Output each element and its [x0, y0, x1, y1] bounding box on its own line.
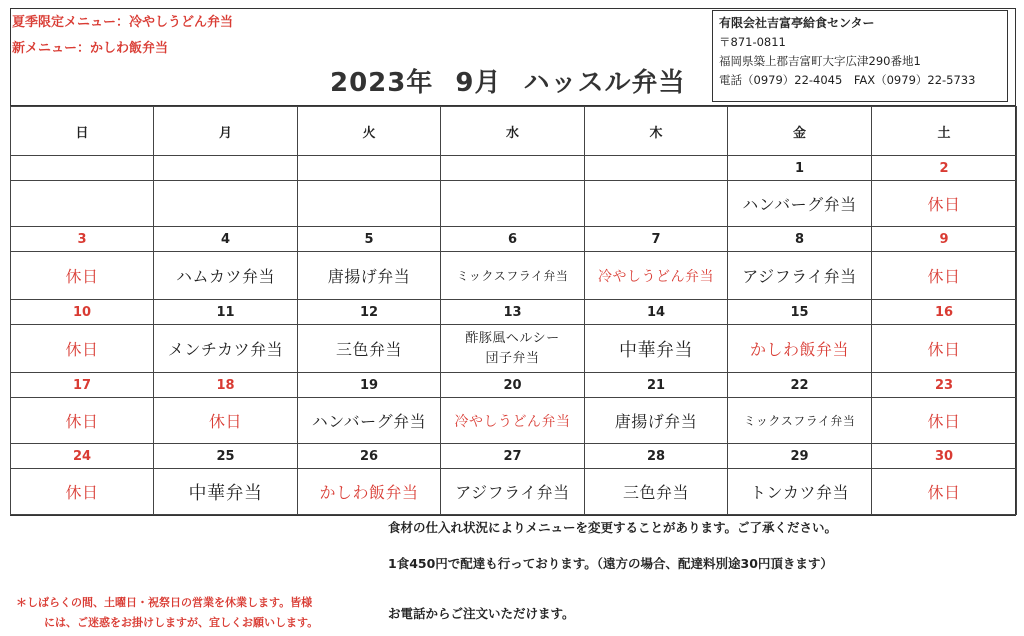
menu-cell — [11, 181, 154, 227]
day-number: 3 — [11, 227, 154, 252]
day-number: 15 — [728, 300, 872, 325]
day-number: 5 — [298, 227, 441, 252]
menu-cell: 三色弁当 — [585, 469, 728, 515]
company-name: 有限会社吉富亭給食センター — [719, 16, 875, 30]
week-4-menus — [11, 398, 1017, 444]
menu-cell-holiday: 休日 — [872, 252, 1017, 300]
weekday-fri: 金 — [728, 107, 872, 156]
calendar-table — [10, 106, 1017, 515]
menu-cell: ハンバーグ弁当 — [728, 181, 872, 227]
menu-cell: ハムカツ弁当 — [154, 252, 298, 300]
day-number — [154, 156, 298, 181]
summer-menu-note: 夏季限定メニュー：冷やしうどん弁当 — [12, 15, 234, 30]
menu-cell: ミックスフライ弁当 — [728, 398, 872, 444]
day-number: 8 — [728, 227, 872, 252]
company-postal: 〒871-0811 — [719, 35, 786, 49]
title-month: 9月 — [455, 68, 502, 98]
title-name: ハッスル弁当 — [523, 68, 686, 98]
day-number — [298, 156, 441, 181]
week-3-menus — [11, 325, 1017, 373]
day-number: 30 — [872, 444, 1017, 469]
day-number: 22 — [728, 373, 872, 398]
menu-cell-holiday: 休日 — [872, 325, 1017, 373]
day-number: 27 — [441, 444, 585, 469]
menu-cell — [298, 181, 441, 227]
week-1-menus — [11, 181, 1017, 227]
menu-cell-holiday: 休日 — [872, 398, 1017, 444]
weekday-tue: 火 — [298, 107, 441, 156]
menu-cell: 三色弁当 — [298, 325, 441, 373]
menu-cell-holiday: 休日 — [11, 252, 154, 300]
day-number: 17 — [11, 373, 154, 398]
menu-cell: 中華弁当 — [154, 469, 298, 515]
menu-cell: ハンバーグ弁当 — [298, 398, 441, 444]
menu-cell-holiday: 休日 — [872, 469, 1017, 515]
day-number — [585, 156, 728, 181]
weekday-wed: 水 — [441, 107, 585, 156]
menu-cell — [154, 181, 298, 227]
day-number: 2 — [872, 156, 1017, 181]
menu-cell-holiday: 休日 — [11, 398, 154, 444]
menu-cell: 唐揚げ弁当 — [298, 252, 441, 300]
menu-cell — [441, 181, 585, 227]
week-2-dates — [11, 227, 1017, 252]
footer-order-note: お電話からご注文いただけます。 — [388, 606, 575, 621]
footer-price-note: 1食450円で配達も行っております。（遠方の場合、配達料別途30円頂きます） — [388, 556, 833, 571]
menu-cell-seasonal: 冷やしうどん弁当 — [441, 398, 585, 444]
weekday-header-row — [11, 107, 1017, 156]
menu-cell: ミックスフライ弁当 — [441, 252, 585, 300]
day-number: 20 — [441, 373, 585, 398]
day-number: 24 — [11, 444, 154, 469]
page-title — [330, 62, 685, 99]
day-number: 11 — [154, 300, 298, 325]
menu-cell-holiday: 休日 — [154, 398, 298, 444]
menu-cell — [585, 181, 728, 227]
day-number: 16 — [872, 300, 1017, 325]
day-number: 23 — [872, 373, 1017, 398]
company-info-box — [712, 10, 1008, 102]
menu-line-2: 団子弁当 — [485, 350, 540, 366]
day-number: 25 — [154, 444, 298, 469]
day-number: 18 — [154, 373, 298, 398]
day-number: 12 — [298, 300, 441, 325]
menu-cell-new: かしわ飯弁当 — [728, 325, 872, 373]
day-number: 21 — [585, 373, 728, 398]
day-number: 19 — [298, 373, 441, 398]
week-1-dates — [11, 156, 1017, 181]
weekday-mon: 月 — [154, 107, 298, 156]
footer-menu-change-note: 食材の仕入れ状況によりメニューを変更することがあります。ご了承ください。 — [388, 520, 838, 535]
menu-cell-two-line — [441, 325, 585, 373]
menu-cell-seasonal: 冷やしうどん弁当 — [585, 252, 728, 300]
day-number: 4 — [154, 227, 298, 252]
day-number: 29 — [728, 444, 872, 469]
company-address: 福岡県築上郡吉富町大字広津290番地1 — [719, 54, 921, 68]
day-number: 10 — [11, 300, 154, 325]
menu-cell: 中華弁当 — [585, 325, 728, 373]
weekday-thu: 木 — [585, 107, 728, 156]
menu-cell-holiday: 休日 — [11, 325, 154, 373]
day-number: 1 — [728, 156, 872, 181]
week-4-dates — [11, 373, 1017, 398]
title-year: 2023年 — [330, 68, 434, 98]
day-number: 9 — [872, 227, 1017, 252]
menu-cell-new: かしわ飯弁当 — [298, 469, 441, 515]
week-5-menus — [11, 469, 1017, 515]
day-number: 13 — [441, 300, 585, 325]
menu-cell: メンチカツ弁当 — [154, 325, 298, 373]
new-menu-note: 新メニュー：かしわ飯弁当 — [12, 41, 169, 56]
week-2-menus — [11, 252, 1017, 300]
day-number — [11, 156, 154, 181]
weekday-sat: 土 — [872, 107, 1017, 156]
menu-cell-holiday: 休日 — [872, 181, 1017, 227]
day-number: 26 — [298, 444, 441, 469]
closure-notice-line-2: には、ご迷惑をお掛けしますが、宜しくお願いします。 — [44, 616, 319, 629]
week-3-dates — [11, 300, 1017, 325]
menu-cell: アジフライ弁当 — [441, 469, 585, 515]
day-number — [441, 156, 585, 181]
week-5-dates — [11, 444, 1017, 469]
menu-cell: トンカツ弁当 — [728, 469, 872, 515]
weekday-sun: 日 — [11, 107, 154, 156]
menu-line-1: 酢豚風ヘルシー — [465, 330, 560, 346]
menu-cell-holiday: 休日 — [11, 469, 154, 515]
company-phone: 電話（0979）22-4045 FAX（0979）22-5733 — [719, 73, 976, 87]
day-number: 6 — [441, 227, 585, 252]
day-number: 14 — [585, 300, 728, 325]
day-number: 28 — [585, 444, 728, 469]
menu-cell: 唐揚げ弁当 — [585, 398, 728, 444]
closure-notice-line-1: ＊しばらくの間、土曜日・祝祭日の営業を休業します。皆様 — [16, 596, 313, 609]
menu-cell: アジフライ弁当 — [728, 252, 872, 300]
day-number: 7 — [585, 227, 728, 252]
